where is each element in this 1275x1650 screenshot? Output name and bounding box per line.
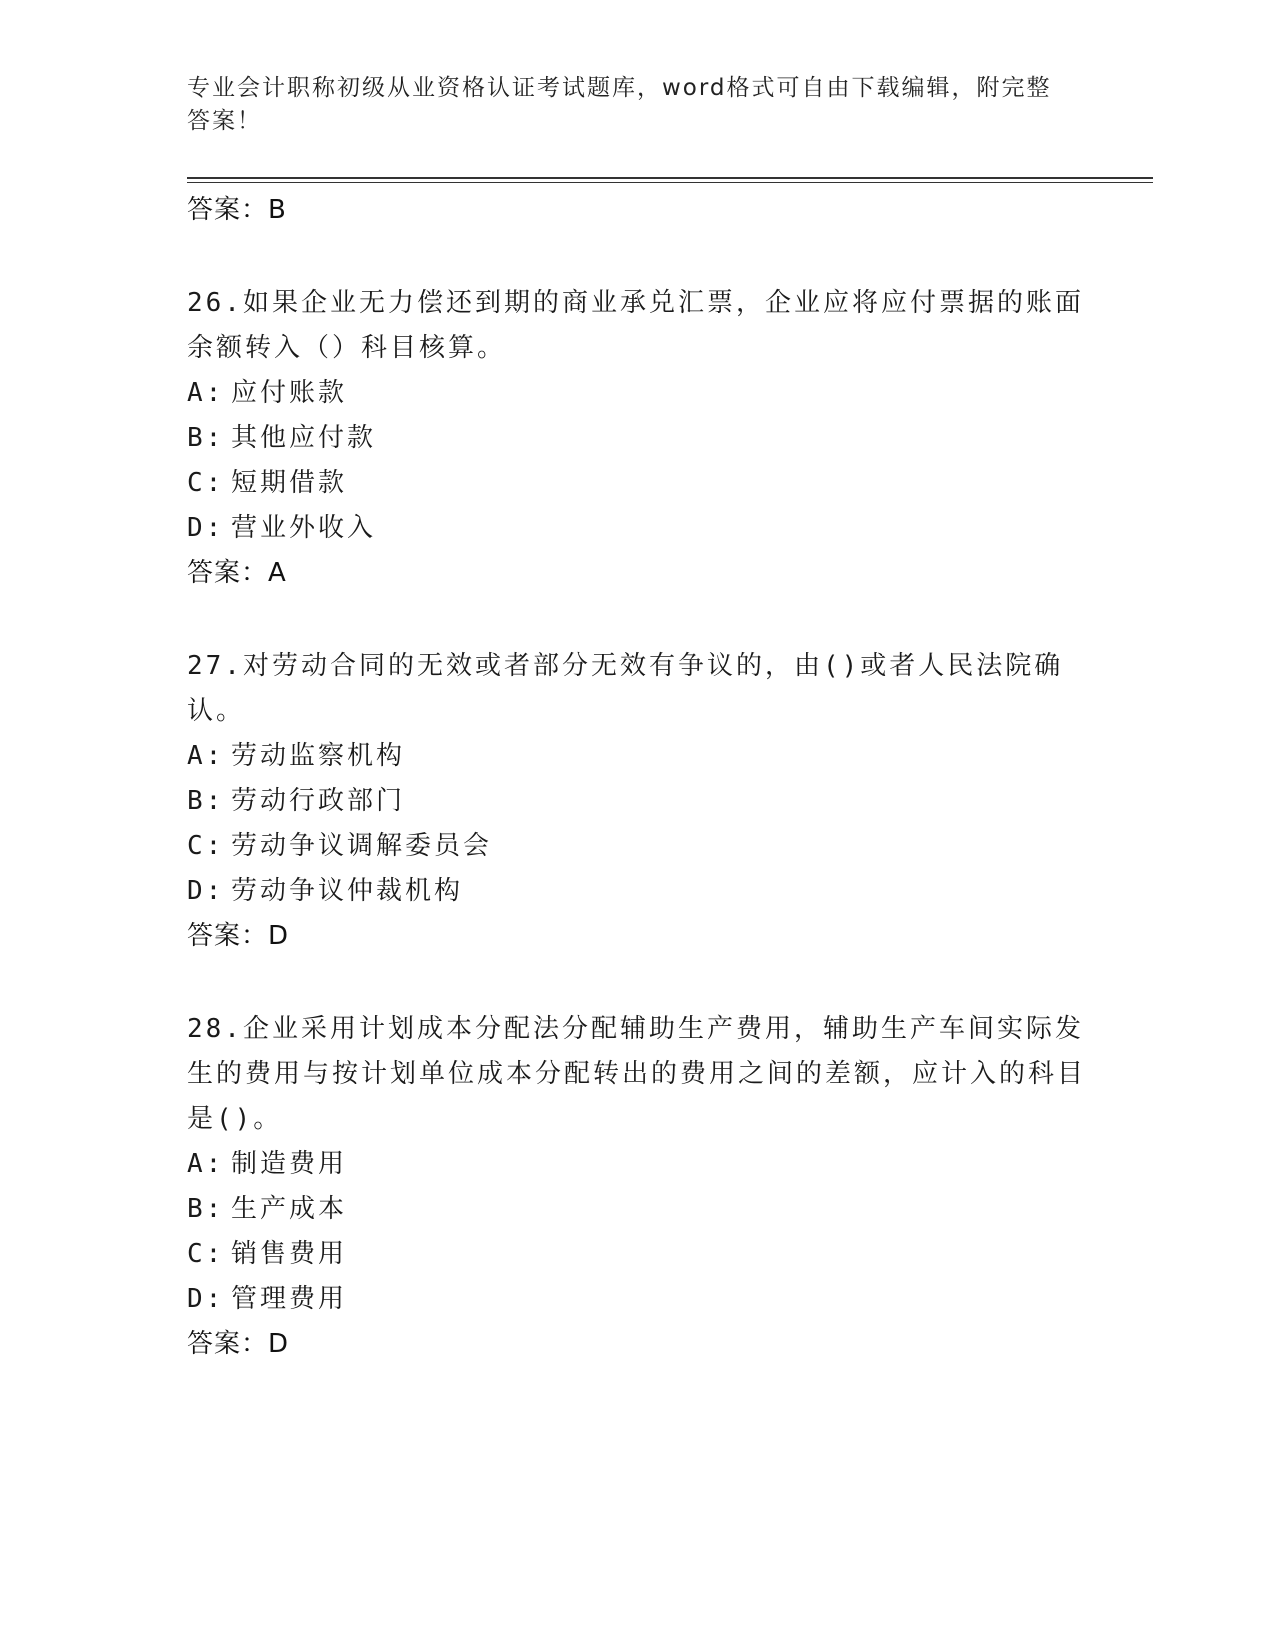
option-a	[187, 1142, 1087, 1187]
answer-line: 答案：A	[187, 558, 287, 588]
option-letter: C:	[187, 468, 225, 498]
question-stem: 28.企业采用计划成本分配法分配辅助生产费用，辅助生产车间实际发生的费用与按计划单位成本分配转出的费用之间的差额，应计入的科目是()。	[187, 1014, 1087, 1134]
answer-line: 答案：D	[187, 1329, 290, 1359]
option-letter: B:	[187, 786, 225, 816]
answer-line: 答案：D	[187, 921, 290, 951]
option-text: 劳动监察机构	[231, 741, 406, 771]
option-d	[187, 506, 1087, 551]
previous-answer: 答案：B	[187, 195, 287, 225]
option-b	[187, 416, 1087, 461]
option-b	[187, 1187, 1087, 1232]
option-text: 销售费用	[231, 1239, 348, 1269]
option-text: 生产成本	[231, 1194, 348, 1224]
option-text: 劳动争议仲裁机构	[231, 876, 464, 906]
question-stem: 27.对劳动合同的无效或者部分无效有争议的，由()或者人民法院确认。	[187, 651, 1064, 726]
option-letter: A:	[187, 1149, 225, 1179]
option-letter: B:	[187, 423, 225, 453]
option-text: 劳动争议调解委员会	[231, 831, 493, 861]
option-c	[187, 461, 1087, 506]
option-text: 管理费用	[231, 1284, 348, 1314]
question-block	[187, 1007, 1087, 1367]
option-letter: B:	[187, 1194, 225, 1224]
option-c	[187, 824, 1087, 869]
spacer	[187, 959, 1087, 1007]
option-text: 劳动行政部门	[231, 786, 406, 816]
header-divider-thick	[187, 177, 1153, 179]
question-list	[187, 188, 1087, 1367]
option-letter: C:	[187, 831, 225, 861]
option-letter: C:	[187, 1239, 225, 1269]
option-text: 制造费用	[231, 1149, 348, 1179]
page-header: 专业会计职称初级从业资格认证考试题库，word格式可自由下载编辑，附完整答案！	[187, 75, 1052, 134]
option-letter: D:	[187, 513, 225, 543]
question-stem: 26.如果企业无力偿还到期的商业承兑汇票，企业应将应付票据的账面余额转入（）科目核算。	[187, 288, 1084, 363]
option-a	[187, 371, 1087, 416]
option-text: 短期借款	[231, 468, 348, 498]
option-letter: D:	[187, 876, 225, 906]
header-divider-thin	[187, 182, 1153, 183]
option-text: 其他应付款	[231, 423, 377, 453]
option-a	[187, 734, 1087, 779]
option-text: 营业外收入	[231, 513, 377, 543]
option-d	[187, 869, 1087, 914]
option-letter: A:	[187, 741, 225, 771]
option-text: 应付账款	[231, 378, 348, 408]
option-c	[187, 1232, 1087, 1277]
option-b	[187, 779, 1087, 824]
option-d	[187, 1277, 1087, 1322]
option-letter: A:	[187, 378, 225, 408]
question-block	[187, 644, 1087, 959]
spacer	[187, 596, 1087, 644]
option-letter: D:	[187, 1284, 225, 1314]
question-block	[187, 281, 1087, 596]
spacer	[187, 233, 1087, 281]
